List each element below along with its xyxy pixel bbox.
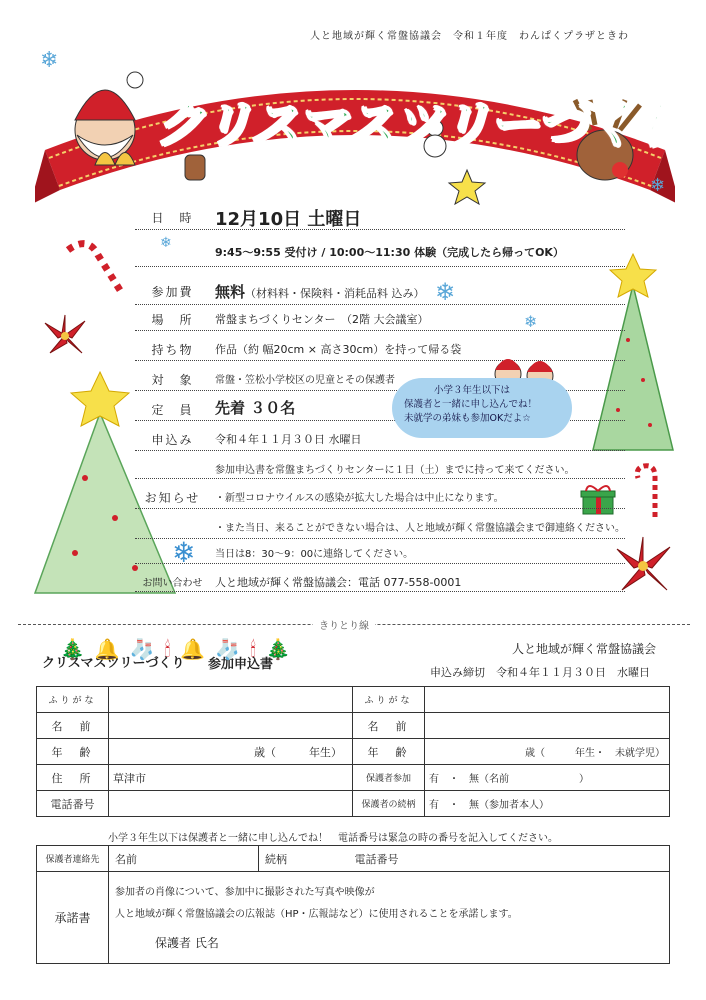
ornament-row: 🎄🔔🧦🕯🔔🧦🕯🎄 xyxy=(60,637,301,661)
age-label: 年 齢 xyxy=(37,739,109,765)
name-field-2[interactable] xyxy=(425,713,670,739)
application-form xyxy=(36,686,670,817)
fee-bold: 無料 xyxy=(215,283,246,301)
fee-detail: （材料料・保険料・消耗品料 込み） xyxy=(245,287,425,300)
snowflake-icon: ❄ xyxy=(40,48,59,73)
organizer-line: 人と地域が輝く常盤協議会 令和１年度 わんぱくプラザときわ xyxy=(310,31,629,42)
form-title: クリスマスツリーづくり xyxy=(42,656,185,671)
table-row xyxy=(37,872,670,964)
page-title: クリスマスツリーづくり xyxy=(155,96,681,154)
furigana-field-2[interactable] xyxy=(425,687,670,713)
contact-value: 人と地域が輝く常盤協議会：電話 077-558-0001 xyxy=(215,576,462,589)
consent-label: 承諾書 xyxy=(37,872,109,964)
snowflake-icon: ❄ xyxy=(160,235,172,251)
apply-note: 参加申込書を常盤まちづくりセンターに１日（土）までに持って来てください。 xyxy=(215,465,575,476)
time-value: 9:45～9:55 受付け / 10:00～11:30 体験（完成したら帰ってOK） xyxy=(215,246,564,259)
capacity-label: 定 員 xyxy=(151,403,194,417)
bring-label: 持ち物 xyxy=(151,343,194,357)
notice-label: お知らせ xyxy=(144,491,201,505)
notice-3: 当日は8：30～9：00に連絡してください。 xyxy=(215,549,414,560)
date-value: 12月10日 土曜日 xyxy=(215,209,362,230)
candy-cane-icon xyxy=(630,462,670,522)
date-label: 日 時 xyxy=(151,211,194,225)
table-row xyxy=(37,687,670,713)
name-label-2: 名 前 xyxy=(353,713,425,739)
bubble-line-3: 未就学の弟妹も参加OKだよ☆ xyxy=(404,413,531,424)
candy-cane-icon xyxy=(58,240,138,300)
deadline-label: 申込み xyxy=(151,433,194,447)
form-org: 人と地域が輝く常盤協議会 xyxy=(512,642,657,656)
age-label-2: 年 齢 xyxy=(353,739,425,765)
poinsettia-icon xyxy=(40,313,90,358)
guardian-contact-label: 保護者連絡先 xyxy=(37,846,109,872)
target-value: 常盤・笠松小学校区の児童とその保護者 xyxy=(215,375,395,386)
age-field[interactable]: 歳（ 年生） xyxy=(109,739,353,765)
cut-label: きりとり線 xyxy=(313,617,375,632)
consent-form xyxy=(36,845,670,964)
consent-line-2: 人と地域が輝く常盤協議会の広報誌（HP・広報誌など）に使用されることを承諾します。 xyxy=(115,908,518,920)
relation-header[interactable]: 続柄 xyxy=(259,846,349,872)
place-label: 場 所 xyxy=(151,313,194,327)
table-row xyxy=(37,739,670,765)
notice-1: ・新型コロナウイルスの感染が拡大した場合は中止になります。 xyxy=(215,493,504,504)
deadline-value: 令和４年１１月３０日 水曜日 xyxy=(215,433,362,446)
form-subtitle: 参加申込書 xyxy=(208,657,274,672)
table-row xyxy=(37,791,670,817)
guardian-join-field[interactable]: 有 ・ 無（名前 ） xyxy=(425,765,670,791)
place-value: 常盤まちづくりセンター （2階 大会議室） xyxy=(215,313,429,326)
name-field[interactable] xyxy=(109,713,353,739)
address-label: 住 所 xyxy=(37,765,109,791)
bring-value: 作品（約 幅20cm × 高さ30cm）を持って帰る袋 xyxy=(215,343,462,356)
snowflake-icon: ❄ xyxy=(650,175,666,196)
consent-body xyxy=(109,872,670,964)
relation-label: 保護者の続柄 xyxy=(353,791,425,817)
table-row xyxy=(37,713,670,739)
name-label: 名 前 xyxy=(37,713,109,739)
address-field[interactable]: 草津市 xyxy=(109,765,353,791)
furigana-label-2: ふりがな xyxy=(353,687,425,713)
relation-field[interactable]: 有 ・ 無（参加者本人） xyxy=(425,791,670,817)
consent-line-1: 参加者の肖像について、参加中に撮影された写真や映像が xyxy=(115,886,375,898)
furigana-field[interactable] xyxy=(109,687,353,713)
snowflake-icon: ❄ xyxy=(435,278,456,306)
fee-label: 参加費 xyxy=(151,285,194,299)
table-row xyxy=(37,765,670,791)
furigana-label: ふりがな xyxy=(37,687,109,713)
bubble-line-1: 小学３年生以下は xyxy=(434,385,511,396)
target-label: 対 象 xyxy=(151,373,194,387)
signature-field[interactable]: 保護者 氏名 xyxy=(155,935,219,950)
phone-header[interactable]: 電話番号 xyxy=(349,846,670,872)
snowflake-icon: ❄ xyxy=(172,536,196,569)
phone-field[interactable] xyxy=(109,791,353,817)
bubble-line-2: 保護者と一緒に申し込んでね！ xyxy=(404,399,538,410)
guardian-name-header[interactable]: 名前 xyxy=(109,846,259,872)
guardian-join-label: 保護者参加 xyxy=(353,765,425,791)
form-deadline: 申込み締切 令和４年１１月３０日 水曜日 xyxy=(430,666,650,679)
snowflake-icon: ❄ xyxy=(524,312,538,331)
phone-label: 電話番号 xyxy=(37,791,109,817)
age-field-2[interactable]: 歳（ 年生・ 未就学児） xyxy=(425,739,670,765)
form-note: 小学３年生以下は保護者と一緒に申し込んでね！ 電話番号は緊急の時の番号を記入してください。 xyxy=(108,833,558,844)
table-row xyxy=(37,846,670,872)
contact-label: お問い合わせ xyxy=(142,578,203,589)
notice-2: ・また当日、来ることができない場合は、人と地域が輝く常盤協議会まで御連絡ください。 xyxy=(215,523,625,534)
capacity-value: 先着 ３０名 xyxy=(215,399,296,417)
info-bubble xyxy=(392,378,572,438)
